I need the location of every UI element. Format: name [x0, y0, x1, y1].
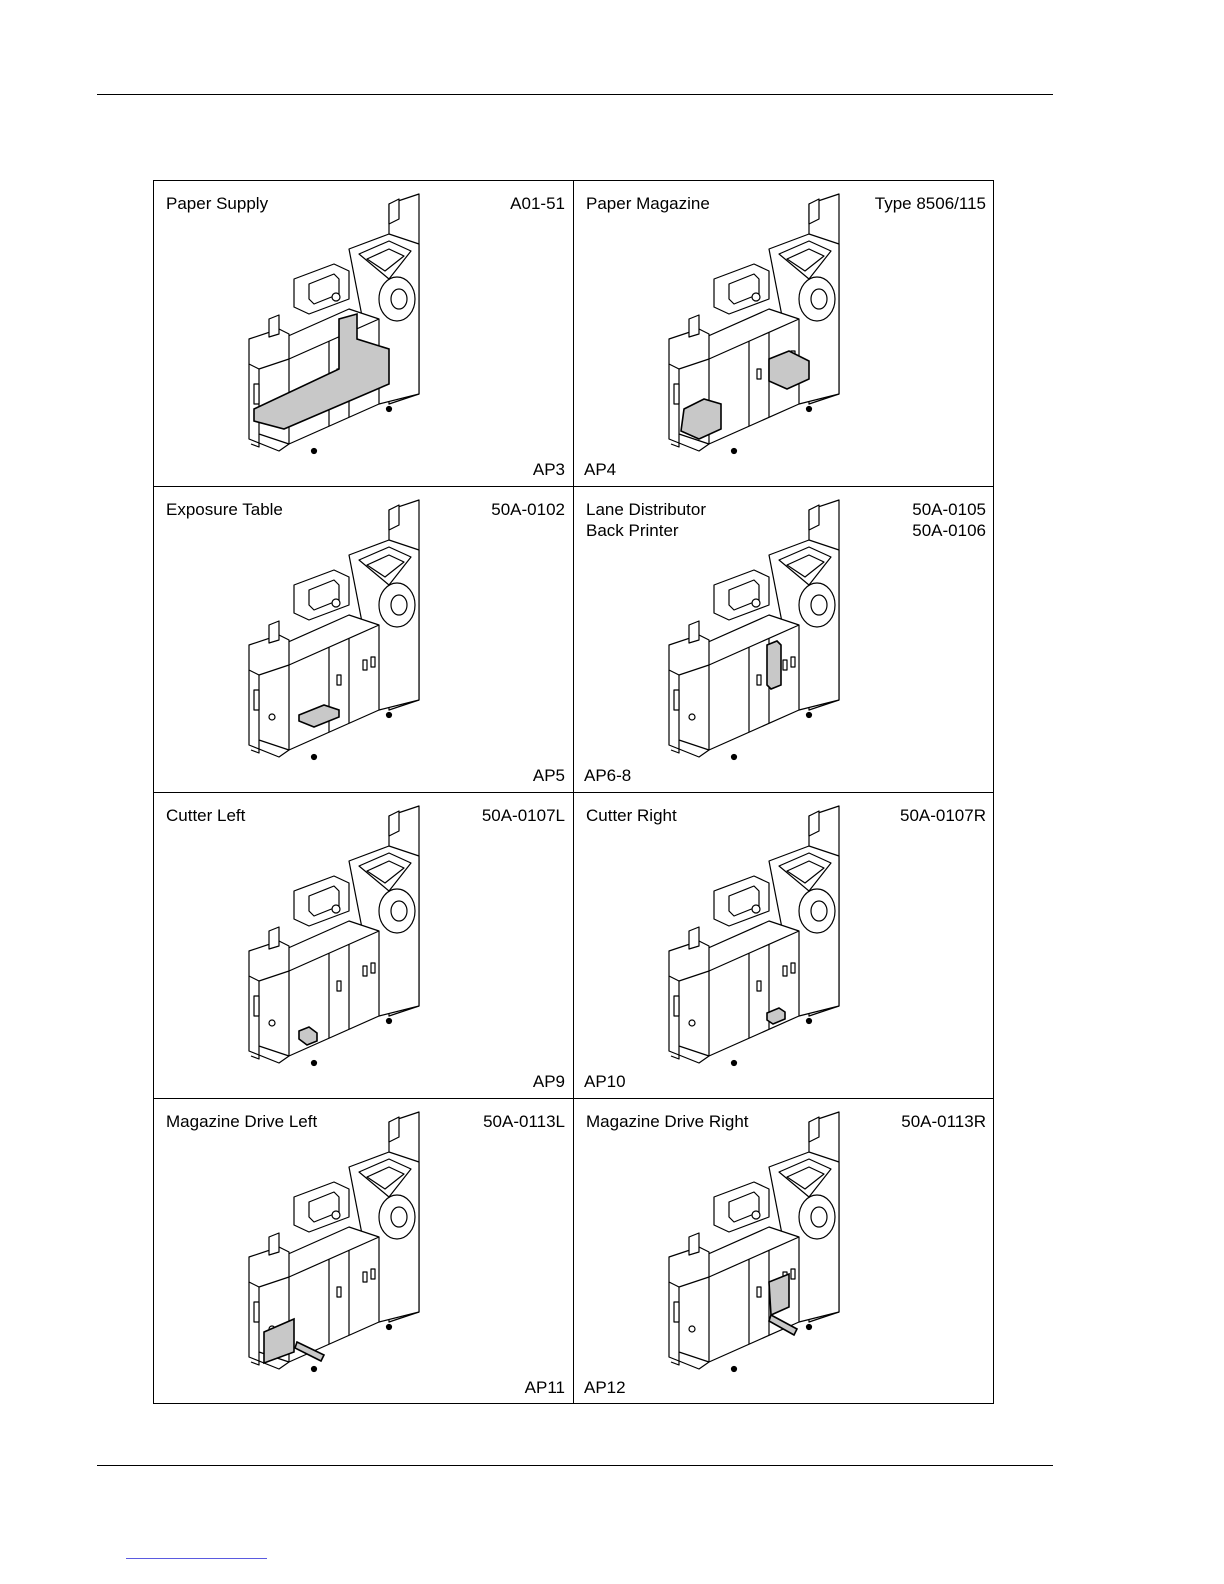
panel-code: 50A-0105 [912, 500, 986, 519]
machine-diagram [659, 801, 859, 1091]
panel-paper-supply [154, 181, 574, 487]
machine-paper-supply-icon [239, 189, 439, 479]
machine-diagram [659, 1107, 859, 1397]
machine-diagram [239, 495, 439, 785]
panel-title: Lane Distributor [586, 500, 707, 519]
panel-code-secondary: 50A-0106 [912, 521, 986, 540]
panel-cutter-left [154, 793, 574, 1099]
machine-cutter-left-icon [239, 801, 439, 1091]
panel-paper-magazine [574, 181, 994, 487]
panel-code: Type 8506/115 [874, 194, 986, 213]
panel-title: Magazine Drive Left [166, 1112, 318, 1131]
panel-magazine-drive-left [154, 1099, 574, 1404]
panel-title: Magazine Drive Right [586, 1112, 749, 1131]
footer-rule [97, 1465, 1053, 1466]
panel-title: Exposure Table [166, 500, 283, 519]
panel-title: Paper Supply [166, 194, 269, 213]
machine-paper-magazine-icon [659, 189, 859, 479]
panel-title: Paper Magazine [586, 194, 710, 213]
panel-ref: AP12 [584, 1378, 626, 1397]
machine-diagram [659, 189, 859, 479]
panel-magazine-drive-right [574, 1099, 994, 1404]
machine-exposure-table-icon [239, 495, 439, 785]
machine-lane-distributor-icon [659, 495, 859, 785]
panel-ref: AP9 [532, 1072, 565, 1091]
panel-ref: AP5 [532, 766, 565, 785]
panel-code: 50A-0113L [483, 1112, 565, 1131]
panel-grid [153, 180, 994, 1404]
panel-code: 50A-0102 [491, 500, 565, 519]
panel-code: 50A-0113R [901, 1112, 986, 1131]
panel-code: A01-51 [510, 194, 565, 213]
machine-magazine-drive-left-icon [239, 1107, 439, 1397]
panel-lane-distributor [574, 487, 994, 793]
machine-diagram [239, 1107, 439, 1397]
panel-ref: AP10 [584, 1072, 626, 1091]
panel-exposure-table [154, 487, 574, 793]
machine-diagram [659, 495, 859, 785]
panel-code: 50A-0107L [481, 806, 565, 825]
machine-diagram [239, 189, 439, 479]
panel-code: 50A-0107R [899, 806, 986, 825]
panel-title: Cutter Left [166, 806, 246, 825]
machine-diagram [239, 801, 439, 1091]
panel-ref: AP6-8 [584, 766, 632, 785]
panel-title: Cutter Right [586, 806, 677, 825]
header-rule [97, 94, 1053, 95]
panel-title-secondary: Back Printer [586, 521, 679, 540]
panel-cutter-right [574, 793, 994, 1099]
machine-magazine-drive-right-icon [659, 1107, 859, 1397]
panel-ref: AP3 [532, 460, 565, 479]
machine-cutter-right-icon [659, 801, 859, 1091]
footer-link-underline [126, 1558, 267, 1559]
panel-ref: AP4 [584, 460, 617, 479]
panel-ref: AP11 [524, 1378, 565, 1397]
